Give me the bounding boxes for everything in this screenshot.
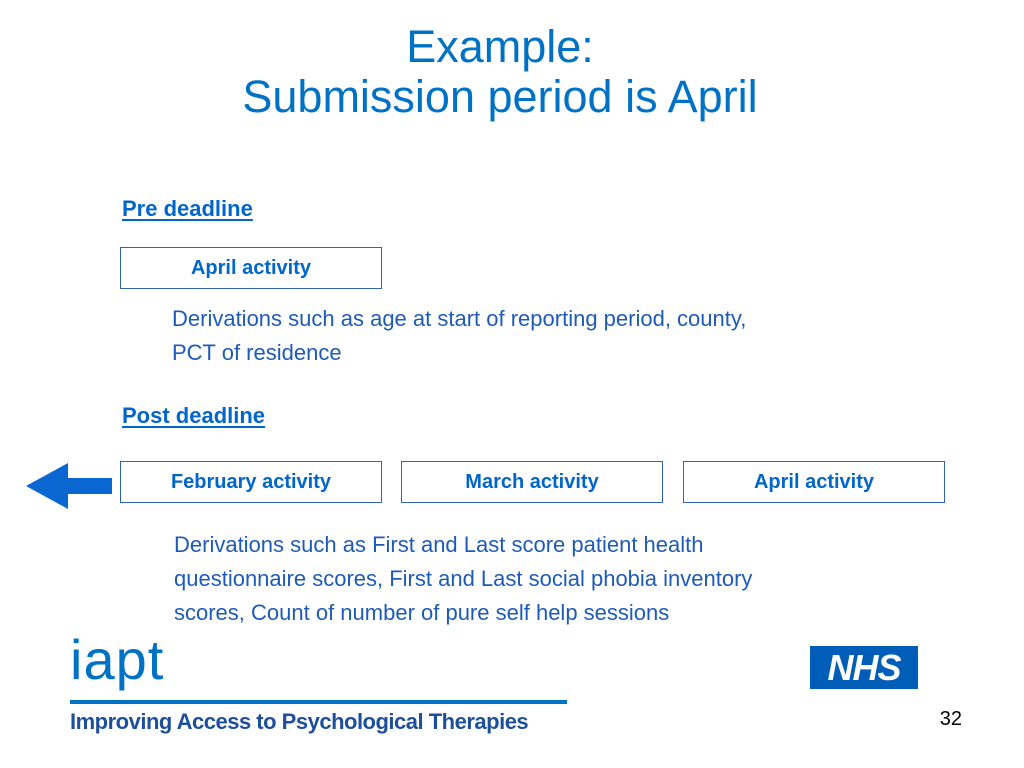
iapt-divider [70,700,567,704]
pre-april-activity-box: April activity [120,247,382,289]
nhs-logo-text: NHS [827,646,901,688]
pre-deadline-description [172,302,952,370]
title-line-1: Example: [406,21,594,72]
nhs-logo [810,646,918,689]
pre-deadline-heading: Pre deadline [122,196,253,221]
february-activity-box: February activity [120,461,382,503]
post-desc-line-3: scores, Count of number of pure self help sessions [174,600,670,625]
post-desc-line-1: Derivations such as First and Last score patient health [174,532,704,557]
post-deadline-description [174,528,964,630]
iapt-tagline: Improving Access to Psychological Therapies [70,709,529,734]
post-april-activity-box: April activity [683,461,945,503]
title-line-2: Submission period is April [242,71,758,122]
post-deadline-heading: Post deadline [122,403,266,428]
pre-desc-line-2: PCT of residence [172,340,342,365]
march-activity-box: March activity [401,461,663,503]
page-number: 32 [939,708,962,730]
left-arrow-icon [26,463,112,509]
iapt-wordmark: iapt [70,628,165,691]
pre-desc-line-1: Derivations such as age at start of reporting period, county, [172,306,747,331]
slide-title [0,22,1000,122]
post-desc-line-2: questionnaire scores, First and Last social phobia inventory [174,566,753,591]
iapt-logo [70,628,570,738]
